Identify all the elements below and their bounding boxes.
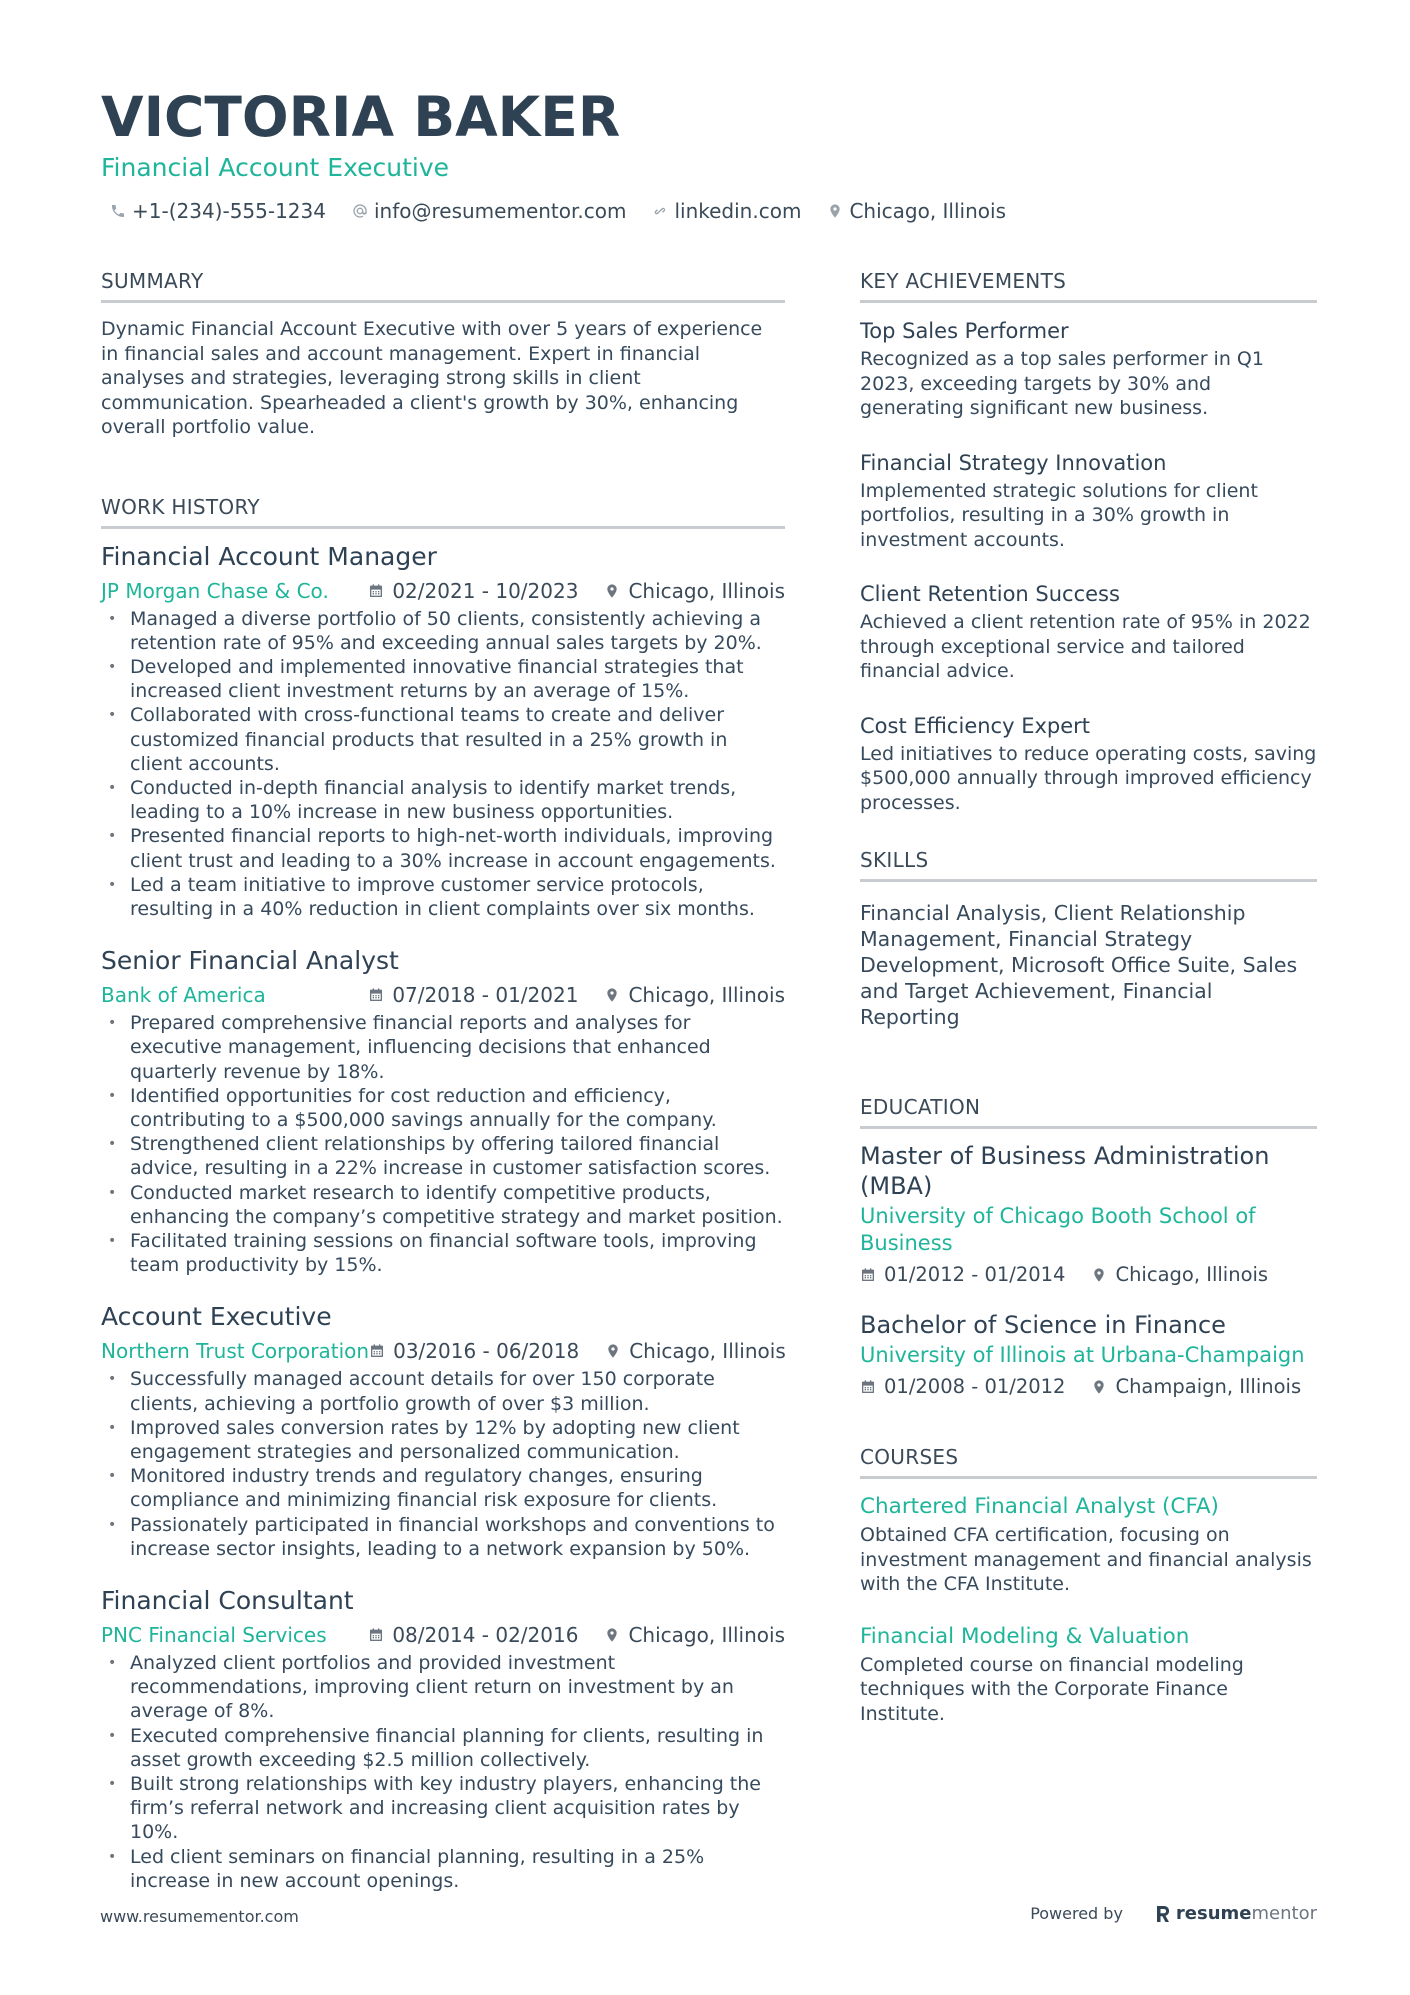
achievement-item [860, 315, 1317, 421]
section-title-summary: SUMMARY [101, 262, 785, 303]
achievement-desc: Achieved a client retention rate of 95% in 2022 through exceptional service and tailored financial advice. [860, 611, 1311, 682]
job-bullets [101, 1011, 785, 1277]
list-item: • Monitored industry trends and regulatory changes, ensuring compliance and minimizing financial risk exposure for clients. [101, 1464, 785, 1512]
list-item: • Collaborated with cross-functional teams to create and deliver customized financial products that resulted in a 25% growth in client accounts. [101, 703, 785, 776]
achievement-title: Cost Efficiency Expert [860, 713, 1091, 738]
map-pin-icon [604, 987, 620, 1003]
contact-location [827, 196, 1006, 226]
job-entry [101, 1583, 785, 1893]
course-desc: Obtained CFA certification, focusing on investment management and financial analysis with the CFA Institute. [860, 1524, 1312, 1595]
job-dates [368, 979, 578, 1011]
education-dates-text: 01/2012 - 01/2014 [884, 1263, 1066, 1286]
job-title: Account Executive [101, 1302, 332, 1332]
job-bullets [101, 607, 785, 922]
education-meta [860, 1260, 1317, 1290]
education-item [860, 1310, 1317, 1402]
brand-logo[interactable] [1155, 1903, 1317, 1924]
left-column [101, 262, 785, 1915]
contact-phone[interactable] [110, 196, 326, 226]
footer-website[interactable]: www.resumementor.com [100, 1907, 299, 1926]
achievement-desc: Implemented strategic solutions for client portfolios, resulting in a 30% growth in investment accounts. [860, 479, 1258, 551]
job-location-text: Chicago, Illinois [628, 983, 785, 1008]
achievement-desc: Led initiatives to reduce operating costs, saving $500,000 annually through improved efficiency processes. [860, 742, 1317, 814]
job-entry [101, 943, 785, 1277]
powered-by-text: Powered by [1030, 1904, 1123, 1923]
section-title-key-achievements: KEY ACHIEVEMENTS [860, 262, 1317, 303]
map-pin-icon [604, 583, 620, 599]
summary-section [101, 262, 785, 440]
list-item: • Conducted market research to identify competitive products, enhancing the company’s competitive strategy and market position. [101, 1181, 785, 1229]
calendar-icon [860, 1267, 876, 1283]
job-location [605, 1335, 786, 1367]
candidate-role: Financial Account Executive [101, 153, 450, 182]
list-item: • Led client seminars on financial planning, resulting in a 25% increase in new account openings. [101, 1845, 785, 1893]
course-item [860, 1621, 1317, 1727]
right-column [860, 262, 1317, 1750]
email-text: info@resumementor.com [373, 199, 627, 223]
education-dates [860, 1372, 1065, 1402]
calendar-icon [369, 1343, 385, 1359]
education-item [860, 1141, 1317, 1290]
education-dates [860, 1260, 1065, 1290]
list-item: • Built strong relationships with key industry players, enhancing the firm’s referral network and increasing client acquisition rates by 10%. [101, 1772, 785, 1845]
job-title: Senior Financial Analyst [101, 946, 399, 976]
at-sign-icon [352, 203, 368, 219]
list-item: • Executed comprehensive financial planning for clients, resulting in asset growth exceeding $2.5 million collectively. [101, 1724, 785, 1772]
resumementor-logo-icon [1155, 1905, 1171, 1923]
resume-header [101, 84, 1321, 226]
brand-bold: resume [1175, 1903, 1252, 1924]
company-name: JP Morgan Chase & Co. [101, 578, 329, 603]
achievement-desc: Recognized as a top sales performer in Q1 2023, exceeding targets by 30% and generating significant new business. [860, 348, 1264, 419]
job-dates-text: 07/2018 - 01/2021 [392, 983, 579, 1008]
list-item: • Prepared comprehensive financial reports and analyses for executive management, influencing decisions that enhanced quarterly revenue by 18%. [101, 1011, 785, 1084]
job-title: Financial Account Manager [101, 541, 437, 571]
job-location-text: Chicago, Illinois [628, 578, 785, 603]
linkedin-text: linkedin.com [674, 199, 802, 223]
job-dates [368, 1619, 578, 1651]
job-meta [101, 1619, 785, 1651]
education-meta [860, 1372, 1317, 1402]
course-item [860, 1491, 1317, 1597]
list-item: • Strengthened client relationships by offering tailored financial advice, resulting in a 22% increase in customer satisfaction scores. [101, 1132, 785, 1180]
job-meta [101, 979, 785, 1011]
company-name: PNC Financial Services [101, 1623, 327, 1647]
job-location-text: Chicago, Illinois [628, 1623, 785, 1647]
achievement-title: Client Retention Success [860, 582, 1120, 606]
achievement-item [860, 710, 1317, 816]
phone-icon [110, 203, 126, 219]
skills-text: Financial Analysis, Client Relationship Management, Financial Strategy Development, Microsoft Office Suite, Sales and Target Achievement, Financial Reporting [860, 901, 1298, 1029]
job-dates-text: 08/2014 - 02/2016 [392, 1623, 579, 1647]
calendar-icon [368, 987, 384, 1003]
key-achievements-section [860, 262, 1317, 815]
job-bullets [101, 1367, 785, 1561]
phone-text: +1-(234)-555-1234 [132, 199, 326, 223]
map-pin-icon [605, 1343, 621, 1359]
education-location-text: Chicago, Illinois [1115, 1263, 1269, 1286]
list-item: • Presented financial reports to high-net-worth individuals, improving client trust and leading to a 30% increase in account engagements. [101, 824, 785, 872]
job-bullets [101, 1651, 785, 1893]
job-entry [101, 539, 785, 922]
skills-section [860, 841, 1317, 1030]
education-section [860, 1088, 1317, 1402]
section-title-courses: COURSES [860, 1438, 1317, 1479]
list-item: • Analyzed client portfolios and provided investment recommendations, improving client return on investment by an average of 8%. [101, 1651, 785, 1724]
achievement-item [860, 578, 1317, 684]
education-location-text: Champaign, Illinois [1115, 1375, 1302, 1398]
list-item: • Passionately participated in financial workshops and conventions to increase sector insights, leading to a network expansion by 50%. [101, 1513, 785, 1561]
job-title: Financial Consultant [101, 1586, 354, 1615]
calendar-icon [368, 583, 384, 599]
link-icon [652, 203, 668, 219]
job-dates-text: 02/2021 - 10/2023 [392, 578, 579, 603]
list-item: • Led a team initiative to improve customer service protocols, resulting in a 40% reduction in client complaints over six months. [101, 873, 785, 921]
education-dates-text: 01/2008 - 01/2012 [884, 1375, 1066, 1398]
company-name: Northern Trust Corporation [101, 1339, 370, 1364]
list-item: • Conducted in-depth financial analysis to identify market trends, leading to a 10% increase in new business opportunities. [101, 776, 785, 824]
courses-section [860, 1438, 1317, 1726]
calendar-icon [368, 1627, 384, 1643]
achievement-title: Top Sales Performer [860, 319, 1069, 343]
candidate-name: VICTORIA BAKER [101, 85, 621, 149]
work-history-section [101, 488, 785, 1894]
contact-linkedin[interactable] [652, 196, 801, 226]
course-title: Chartered Financial Analyst (CFA) [860, 1494, 1219, 1519]
course-title: Financial Modeling & Valuation [860, 1623, 1190, 1649]
list-item: • Facilitated training sessions on financial software tools, improving team productivity by 15%. [101, 1229, 785, 1277]
education-school: University of Illinois at Urbana-Champaign [860, 1343, 1305, 1367]
job-location [604, 1619, 785, 1651]
location-text: Chicago, Illinois [849, 199, 1006, 223]
list-item: • Developed and implemented innovative financial strategies that increased client investment returns by an average of 15%. [101, 655, 785, 703]
list-item: • Improved sales conversion rates by 12% by adopting new client engagement strategies and personalized communication. [101, 1416, 785, 1464]
list-item: • Successfully managed account details for over 150 corporate clients, achieving a portfolio growth of over $3 million. [101, 1367, 785, 1415]
contact-row [101, 196, 1321, 226]
education-location [1091, 1372, 1301, 1402]
list-item: • Identified opportunities for cost reduction and efficiency, contributing to a $500,000 savings annually for the company. [101, 1084, 785, 1132]
map-pin-icon [1091, 1379, 1107, 1395]
achievement-item [860, 447, 1317, 553]
section-title-skills: SKILLS [860, 841, 1317, 882]
map-pin-icon [604, 1627, 620, 1643]
education-school: University of Chicago Booth School of Business [860, 1204, 1256, 1255]
section-title-education: EDUCATION [860, 1088, 1317, 1129]
achievement-title: Financial Strategy Innovation [860, 450, 1167, 475]
contact-email[interactable] [352, 196, 626, 226]
company-name: Bank of America [101, 983, 266, 1008]
job-location-text: Chicago, Illinois [629, 1339, 786, 1364]
job-dates [368, 575, 578, 607]
list-item: • Managed a diverse portfolio of 50 clients, consistently achieving a retention rate of 95% and exceeding annual sales targets by 20%. [101, 607, 785, 655]
job-meta [101, 1335, 785, 1367]
job-dates [369, 1335, 579, 1367]
job-meta [101, 575, 785, 607]
job-location [604, 979, 785, 1011]
education-location [1091, 1260, 1268, 1290]
summary-text: Dynamic Financial Account Executive with over 5 years of experience in financial sales and account management. Expert in financial analyses and strategies, leveraging strong skills in client communication. Spearheaded a client's growth by 30%, enhancing overall portfolio value. [101, 318, 763, 438]
course-desc: Completed course on financial modeling techniques with the Corporate Finance Institute. [860, 1653, 1244, 1725]
job-entry [101, 1299, 785, 1561]
job-location [604, 575, 785, 607]
job-dates-text: 03/2016 - 06/2018 [393, 1339, 580, 1364]
section-title-work-history: WORK HISTORY [101, 488, 785, 529]
footer-branding [1030, 1903, 1317, 1924]
map-pin-icon [827, 203, 843, 219]
map-pin-icon [1091, 1267, 1107, 1283]
brand-light: mentor [1251, 1903, 1317, 1924]
education-degree: Master of Business Administration (MBA) [860, 1142, 1270, 1200]
calendar-icon [860, 1379, 876, 1395]
education-degree: Bachelor of Science in Finance [860, 1311, 1226, 1339]
